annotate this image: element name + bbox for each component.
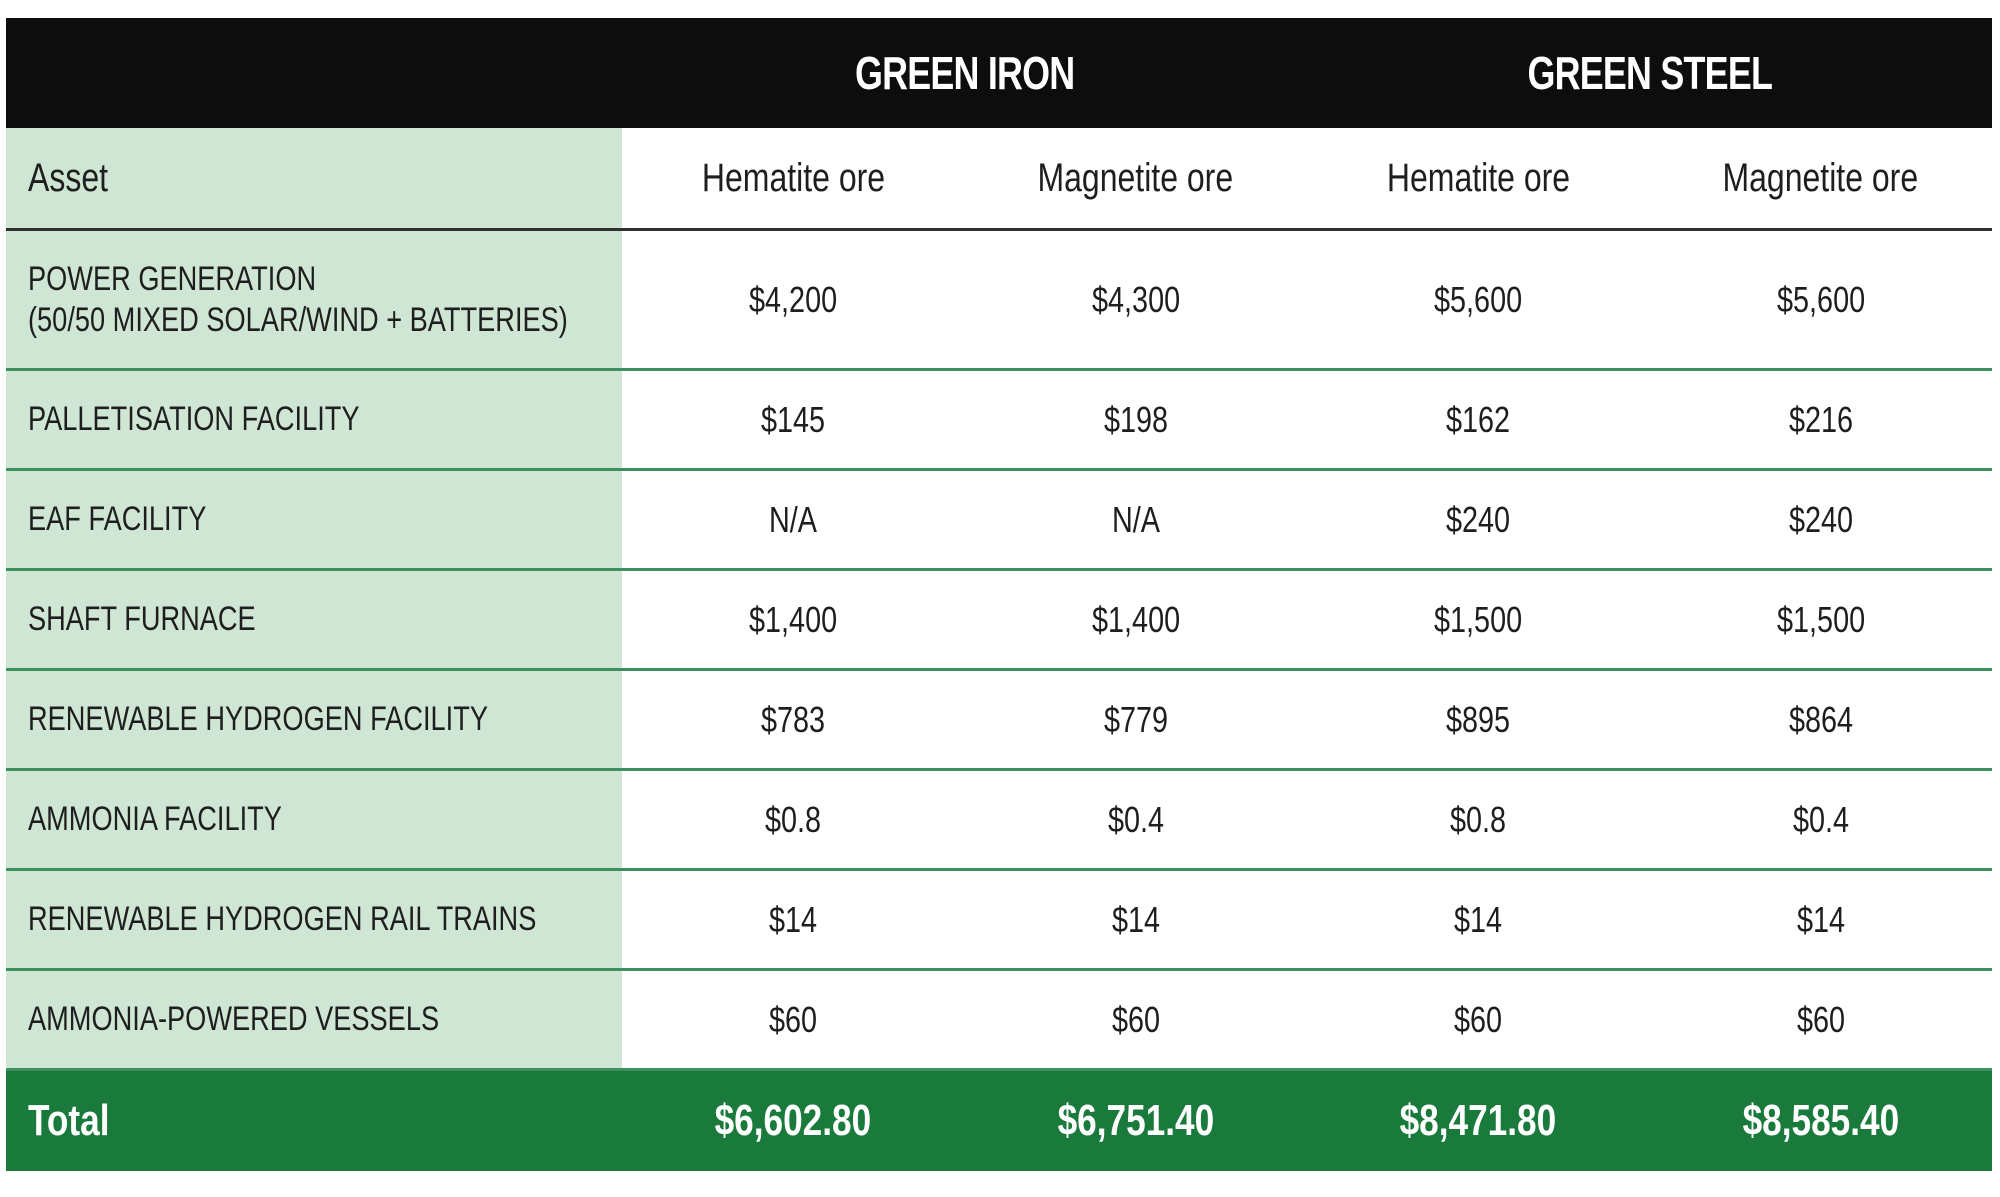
row-asset-label: EAF FACILITY xyxy=(6,470,622,570)
table-cell: $198 xyxy=(964,370,1307,470)
table-cell: $240 xyxy=(1307,470,1650,570)
total-cell: $6,602.80 xyxy=(622,1070,965,1172)
group-header-blank xyxy=(6,18,622,128)
table-cell: N/A xyxy=(622,470,965,570)
table-cell: $0.4 xyxy=(1649,770,1992,870)
table-cell: $60 xyxy=(622,970,965,1070)
table-row xyxy=(6,970,1992,1070)
column-header-steel-magnetite: Magnetite ore xyxy=(1649,128,1992,230)
table-row xyxy=(6,230,1992,370)
cost-comparison-table xyxy=(6,18,1992,1171)
column-header-steel-hematite: Hematite ore xyxy=(1307,128,1650,230)
table-cell: $779 xyxy=(964,670,1307,770)
table-cell: $4,200 xyxy=(622,230,965,370)
total-row xyxy=(6,1070,1992,1172)
table-cell: $895 xyxy=(1307,670,1650,770)
column-header-iron-hematite: Hematite ore xyxy=(622,128,965,230)
group-header-row xyxy=(6,18,1992,128)
table-cell: N/A xyxy=(964,470,1307,570)
table-cell: $14 xyxy=(622,870,965,970)
row-asset-label: AMMONIA FACILITY xyxy=(6,770,622,870)
row-asset-label: AMMONIA-POWERED VESSELS xyxy=(6,970,622,1070)
table-cell: $1,400 xyxy=(964,570,1307,670)
column-header-asset: Asset xyxy=(6,128,622,230)
table-cell: $5,600 xyxy=(1307,230,1650,370)
table-cell: $0.8 xyxy=(622,770,965,870)
table-cell: $5,600 xyxy=(1649,230,1992,370)
table-cell: $240 xyxy=(1649,470,1992,570)
table-row xyxy=(6,870,1992,970)
group-header-green-iron: GREEN IRON xyxy=(622,18,1307,128)
table-cell: $60 xyxy=(964,970,1307,1070)
table-row xyxy=(6,770,1992,870)
table-cell: $1,500 xyxy=(1307,570,1650,670)
table-row xyxy=(6,470,1992,570)
total-cell: $6,751.40 xyxy=(964,1070,1307,1172)
cost-table-container xyxy=(6,18,1992,1171)
row-asset-label: POWER GENERATION (50/50 MIXED SOLAR/WIND + BATTERIES) xyxy=(6,230,622,370)
table-cell: $783 xyxy=(622,670,965,770)
table-cell: $145 xyxy=(622,370,965,470)
column-header-row xyxy=(6,128,1992,230)
row-asset-label: PALLETISATION FACILITY xyxy=(6,370,622,470)
table-row xyxy=(6,570,1992,670)
row-asset-label: RENEWABLE HYDROGEN FACILITY xyxy=(6,670,622,770)
total-cell: $8,585.40 xyxy=(1649,1070,1992,1172)
table-cell: $60 xyxy=(1649,970,1992,1070)
table-row xyxy=(6,370,1992,470)
row-asset-label: RENEWABLE HYDROGEN RAIL TRAINS xyxy=(6,870,622,970)
group-header-green-steel: GREEN STEEL xyxy=(1307,18,1992,128)
total-cell: $8,471.80 xyxy=(1307,1070,1650,1172)
table-cell: $864 xyxy=(1649,670,1992,770)
table-cell: $0.8 xyxy=(1307,770,1650,870)
row-asset-label: SHAFT FURNACE xyxy=(6,570,622,670)
table-cell: $14 xyxy=(1307,870,1650,970)
table-cell: $60 xyxy=(1307,970,1650,1070)
table-cell: $1,400 xyxy=(622,570,965,670)
total-label: Total xyxy=(6,1070,622,1172)
table-cell: $162 xyxy=(1307,370,1650,470)
column-header-iron-magnetite: Magnetite ore xyxy=(964,128,1307,230)
table-cell: $1,500 xyxy=(1649,570,1992,670)
table-cell: $216 xyxy=(1649,370,1992,470)
table-row xyxy=(6,670,1992,770)
table-cell: $4,300 xyxy=(964,230,1307,370)
table-cell: $0.4 xyxy=(964,770,1307,870)
table-cell: $14 xyxy=(964,870,1307,970)
table-cell: $14 xyxy=(1649,870,1992,970)
